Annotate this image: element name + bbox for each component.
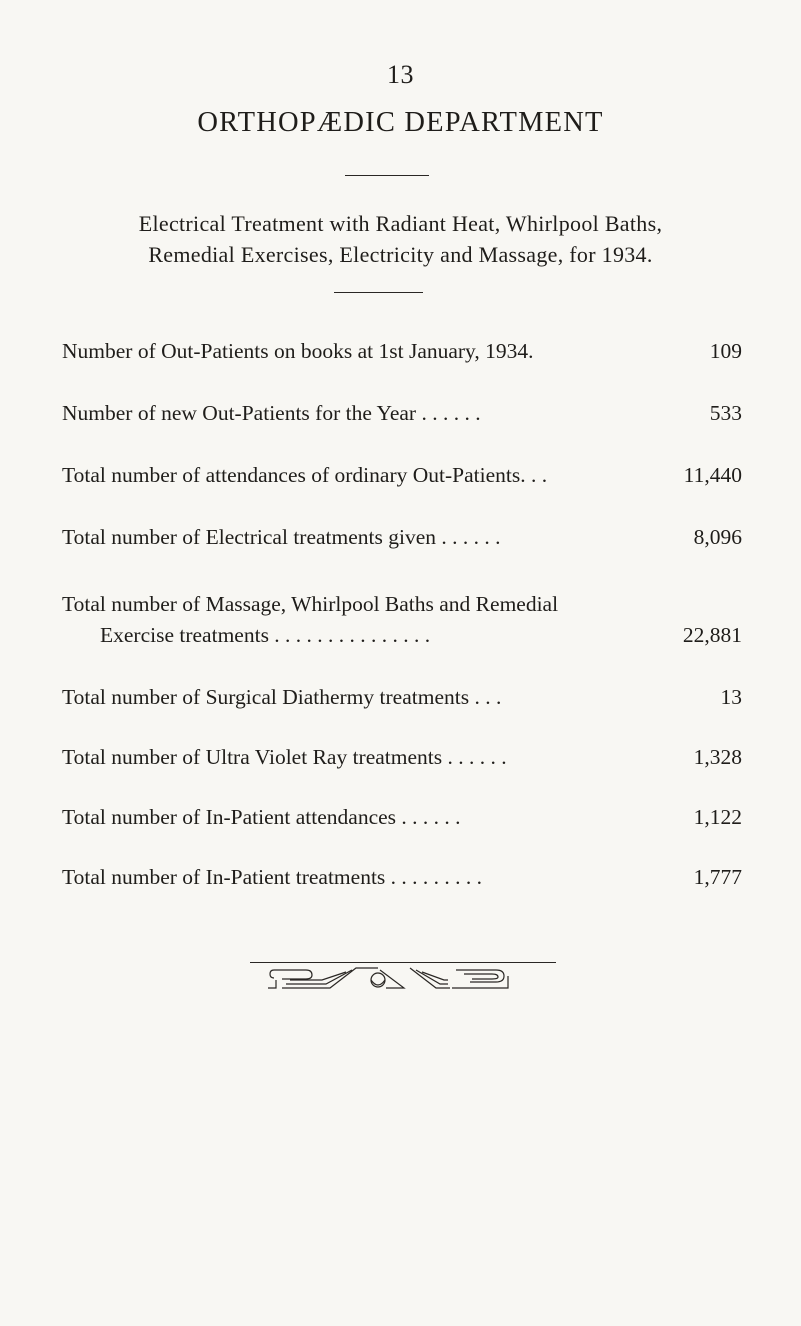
title-divider <box>345 175 429 176</box>
subtitle-divider <box>334 292 423 293</box>
stat-value: 8,096 <box>693 525 742 549</box>
stat-row-massage-treatments <box>62 589 742 651</box>
subtitle <box>0 208 801 270</box>
stat-label-continued: Exercise treatments . . . . . . . . . . . . . . . <box>100 623 431 647</box>
page-title: ORTHOPÆDIC DEPARTMENT <box>197 107 604 138</box>
stat-label: Total number of In-Patient treatments . . . . . . . . . <box>62 865 483 889</box>
stat-label: Total number of In-Patient attendances . . . . . . <box>62 805 461 829</box>
stat-value: 22,881 <box>682 623 742 647</box>
stat-label: Total number of Surgical Diathermy treatments . . . <box>62 685 502 709</box>
subtitle-line-1: Electrical Treatment with Radiant Heat, Whirlpool Baths, <box>138 211 663 236</box>
stat-label: Total number of attendances of ordinary Out-Patients. . . <box>62 463 548 487</box>
stat-value: 13 <box>720 685 742 709</box>
stat-label: Total number of Massage, Whirlpool Baths and Remedial <box>62 592 559 616</box>
page-number: 13 <box>387 60 414 89</box>
stat-value: 1,328 <box>693 745 742 769</box>
stat-value: 1,777 <box>693 865 742 889</box>
ornament-icon <box>260 966 520 992</box>
stat-label: Number of Out-Patients on books at 1st January, 1934. <box>62 339 534 363</box>
stat-label: Total number of Ultra Violet Ray treatments . . . . . . <box>62 745 507 769</box>
stat-label: Total number of Electrical treatments given . . . . . . <box>62 525 501 549</box>
footer-divider <box>250 962 556 963</box>
stat-value: 1,122 <box>693 805 742 829</box>
stat-label: Number of new Out-Patients for the Year . . . . . . <box>62 401 481 425</box>
stat-value: 11,440 <box>683 463 742 487</box>
subtitle-line-2: Remedial Exercises, Electricity and Massage, for 1934. <box>148 242 653 267</box>
stat-value: 109 <box>709 339 742 363</box>
stat-value: 533 <box>709 401 742 425</box>
